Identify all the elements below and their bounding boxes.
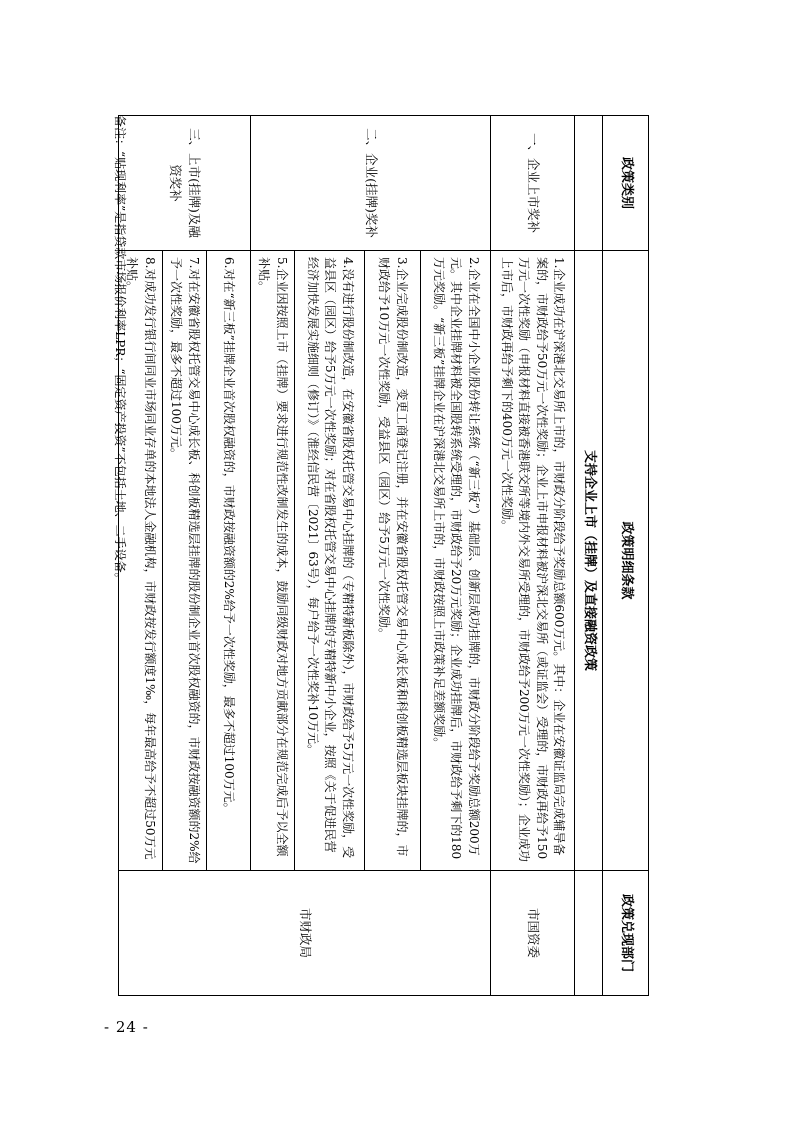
header-dept: 政策兑现部门: [603, 871, 649, 996]
rotated-content: [113, 115, 649, 995]
header-detail: 政策明细条款: [603, 251, 649, 871]
section-title: 支持企业上市（挂牌）及直接融资政策: [575, 251, 603, 871]
policy-item: 1.企业成功在沪深港北交易所上市的，市财政分阶段给予奖励总额600万元。其中：企业在安徽证监局完成辅导备案的，市财政给予50万元一次性奖励；企业上市申报材料被沪深北交易所（或证监会）受理的，市财政再给予150万元一次性奖励（申报材料直接被香港联交所等境内外交易所受理的，市财政给予200万元一次性奖励）；企业成功上市后，市财政再给予剩下的400万元一次性奖励。: [491, 251, 575, 871]
page-number: - 24 -: [104, 1018, 149, 1036]
section-blank-right: [575, 871, 603, 996]
category-cell: 一、企业上市奖补: [491, 116, 575, 251]
policy-item: 2.企业在全国中小企业股份转让系统（“新三板”）基础层、创新层成功挂牌的，市财政分阶段给予奖励总额200万元。其中企业挂牌材料被全国股转系统受理的，市财政给予20万元奖励；企业成功挂牌后，市财政给予剩下的180万元奖励。“新三板”挂牌企业在沪深港北交易所上市的，市财政按照上市政策补足差额奖励。: [421, 251, 491, 871]
policy-item: 3.企业完成股份制改造，变更工商登记注册，并在安徽省股权托管交易中心成长板和科创板精选层板块挂牌的，市财政给予10万元一次性奖励，受益县区（园区）给予5万元一次性奖励。: [365, 251, 421, 871]
policy-item: 5.企业因按照上市（挂牌）要求进行规范性改制发生的成本，鼓励同级财政对地方贡献部分在规范完成后予以全额补贴。: [251, 251, 295, 871]
dept-cell: 市财政局: [119, 871, 491, 996]
policy-item: 4.没有进行股份制改造，在安徽省股权托管交易中心挂牌的（专精特新板除外），市财政给予5万元一次性奖励，受益县区（园区）给予5万元一次性奖励；对在省股权托管交易中心挂牌的专精特新中小企业，按照《关于促进民营经济加快发展实施细则（修订）》（淮经信民营〔2021〕63号），每户给予一次性奖补10万元。: [295, 251, 365, 871]
category-cell: 二、企业(挂牌)奖补: [251, 116, 491, 251]
dept-cell: 市国资委: [491, 871, 575, 996]
policy-item: 7.对在安徽省股权托管交易中心成长板、科创板精选层挂牌的股份制企业首次股权融资的，市财政按融资额的2%给予一次性奖励，最多不超过100万元。: [163, 251, 207, 871]
policy-table: [118, 115, 649, 996]
category-cell: 三、上市(挂牌)及融资奖补: [119, 116, 251, 251]
footnote: 备注：“贴现利率”是指贷款市场报价利率LPR；“固定资产投资”不包括土地、二手设备。: [113, 115, 127, 585]
header-category: 政策类别: [603, 116, 649, 251]
policy-item: 8.对成功发行银行间同业市场同业存单的本地法人金融机构，市财政按发行额度1‰，每年最高给予不超过50万元补贴。: [119, 251, 163, 871]
section-blank: [575, 116, 603, 251]
policy-item: 6.对在“新三板”挂牌企业首次股权融资的，市财政按融资额的2%给予一次性奖励，最多不超过100万元。: [207, 251, 251, 871]
